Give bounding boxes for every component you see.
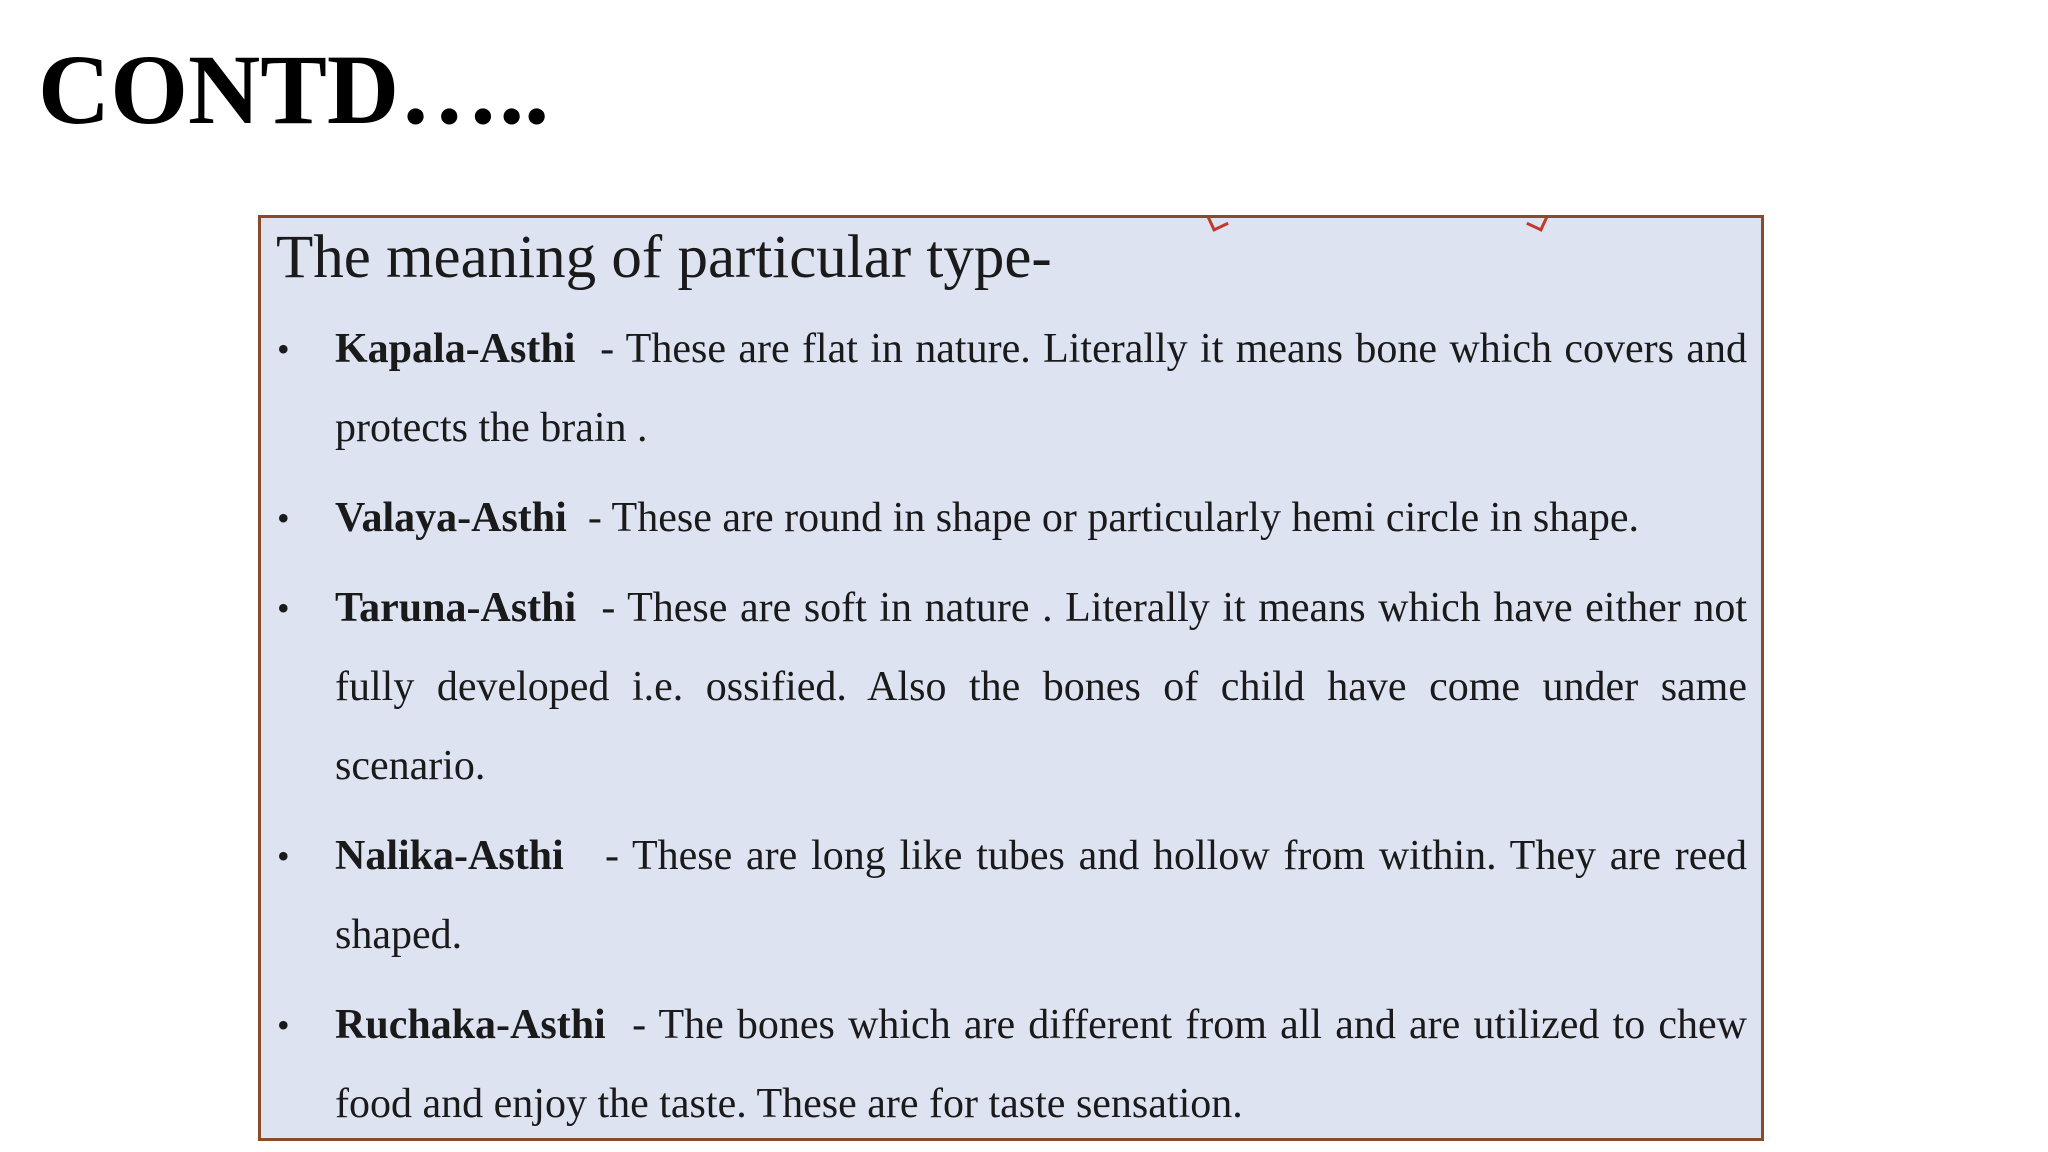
slide-title: CONTD…..: [38, 34, 550, 145]
bullet-icon: •: [277, 588, 290, 628]
content-image: [258, 215, 1764, 1141]
list-item-taruna-asthi: [261, 569, 1761, 806]
item-term: Taruna-Asthi: [335, 585, 577, 631]
bullet-icon: •: [277, 836, 290, 876]
item-term: Kapala-Asthi: [335, 326, 576, 372]
list-item-ruchaka-asthi: [261, 986, 1761, 1141]
item-text: - These are flat in nature. Literally it means bone which covers and protects the brain .: [335, 326, 1747, 451]
red-mark-left: [1206, 215, 1229, 232]
item-term: Ruchaka-Asthi: [335, 1002, 606, 1048]
item-text: - The bones which are different from all and are utilized to chew food and enjoy the taste. These are for taste sensation.: [335, 1002, 1747, 1127]
bullet-icon: •: [277, 329, 290, 369]
bullet-icon: •: [277, 498, 290, 538]
bullet-list: [261, 310, 1761, 1141]
item-term: Valaya-Asthi: [335, 495, 567, 541]
item-term: Nalika-Asthi: [335, 833, 564, 879]
box-heading: The meaning of particular type-: [276, 224, 1052, 291]
list-item-kapala-asthi: [261, 310, 1761, 468]
item-text: - These are soft in nature . Literally it means which have either not fully developed i.e. ossified. Also the bones of child have come under same scenario.: [335, 585, 1748, 789]
red-mark-right: [1526, 215, 1549, 232]
list-item-nalika-asthi: [261, 817, 1761, 975]
item-text: - These are round in shape or particularly hemi circle in shape.: [587, 495, 1639, 541]
item-text: - These are long like tubes and hollow from within. They are reed shaped.: [335, 833, 1748, 958]
list-item-valaya-asthi: [261, 479, 1761, 558]
bullet-icon: •: [277, 1005, 290, 1045]
